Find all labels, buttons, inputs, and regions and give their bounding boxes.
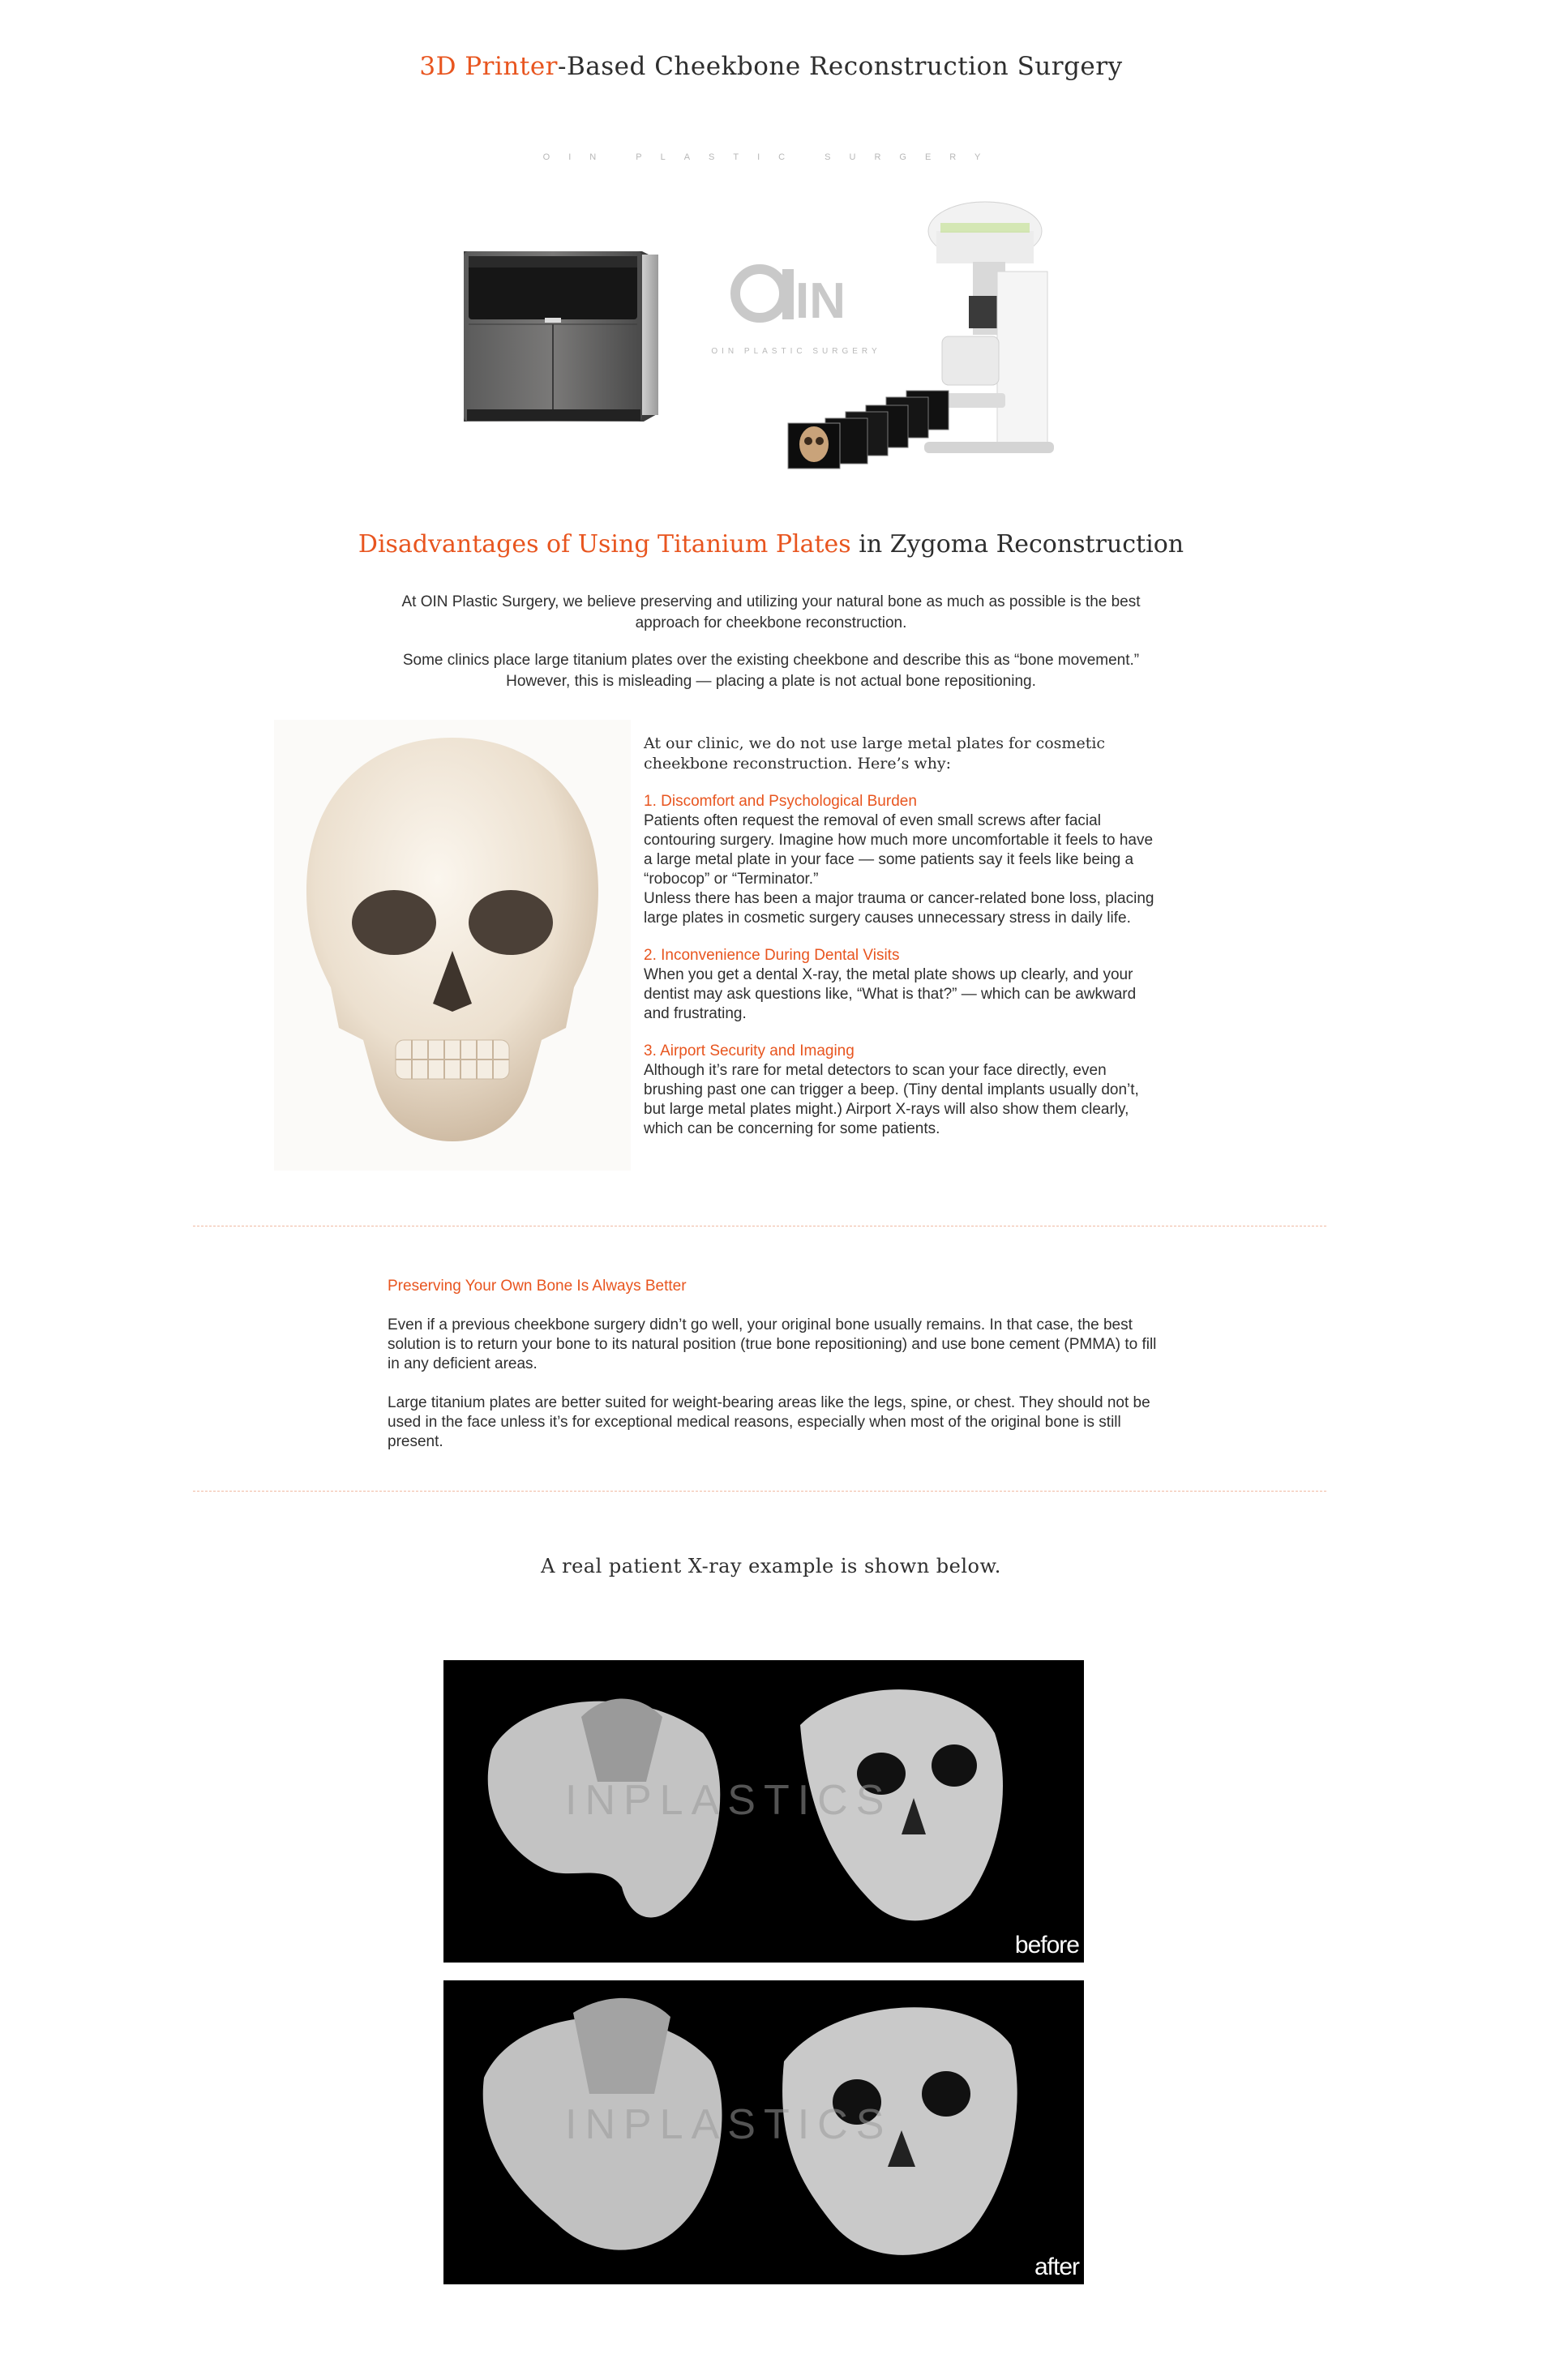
disadvantages-title-rest: in Zygoma Reconstruction	[850, 530, 1184, 559]
skull-illustration	[274, 720, 631, 1171]
scan-watermark: INPLASTICS	[565, 1777, 893, 1824]
preserve-heading: Preserving Your Own Bone Is Always Better	[388, 1278, 687, 1295]
3d-printer-image	[456, 243, 663, 430]
before-label: before	[1014, 1932, 1079, 1958]
reason-heading: 1. Discomfort and Psychological Burden	[644, 793, 917, 810]
page-title	[0, 52, 1542, 81]
after-label: after	[1034, 2254, 1079, 2280]
skull-image	[274, 720, 631, 1171]
before-scan-illustration	[443, 1660, 1084, 1963]
xray-caption: A real patient X-ray example is shown below.	[541, 1555, 1001, 1577]
disadvantages-title	[0, 530, 1542, 559]
disadvantages-title-accent: Disadvantages of Using Titanium Plates	[358, 530, 851, 559]
reason-body: Patients often request the removal of even small screws after facial contouring surgery. Imagine how much more uncomfortable it feels to have a large metal plate in your face — some patients say it feels like being a “robocop” or “Terminator.”	[644, 812, 1154, 888]
reasons-intro: At our clinic, we do not use large metal plates for cosmetic cheekbone reconstruction. Here’s why:	[644, 734, 1106, 773]
logo-text: IN	[795, 273, 846, 329]
intro-paragraph-2: Some clinics place large titanium plates over the existing cheekbone and describe this as “bone movement.” However, this is misleading — placing a plate is not actual bone repositioning.	[402, 652, 1140, 690]
reasons-list	[644, 734, 1163, 1139]
section-divider	[193, 1491, 1326, 1492]
intro-paragraph-1: At OIN Plastic Surgery, we believe preserving and utilizing your natural bone as much as possible is the best approach for cheekbone reconstruction.	[401, 593, 1141, 631]
title-accent: 3D Printer	[419, 52, 558, 81]
after-scan-image	[443, 1980, 1084, 2284]
before-scan-image	[443, 1660, 1084, 1963]
scan-watermark: INPLASTICS	[565, 2101, 893, 2148]
oin-logo	[726, 259, 888, 340]
reason-body: Although it’s rare for metal detectors to scan your face directly, even brushing past one can trigger a beep. (Tiny dental implants usually don’t, but large metal plates might.) Airport X-rays will also show them clearly, which can be concerning for some patients.	[644, 1062, 1139, 1137]
ct-slices-image	[785, 381, 963, 470]
reason-heading: 3. Airport Security and Imaging	[644, 1042, 855, 1059]
reason-heading: 2. Inconvenience During Dental Visits	[644, 947, 900, 964]
preserve-paragraph-2: Large titanium plates are better suited for weight-bearing areas like the legs, spine, or chest. They should not be used in the face unless it’s for exceptional medical reasons, especially when most of the original bone is still present.	[388, 1394, 1150, 1450]
reason-body: Unless there has been a major trauma or cancer-related bone loss, placing large plates in cosmetic surgery causes unnecessary stress in daily life.	[644, 890, 1154, 927]
logo-tagline: OIN PLASTIC SURGERY	[711, 347, 881, 356]
title-rest: -Based Cheekbone Reconstruction Surgery	[558, 52, 1123, 81]
reason-body: When you get a dental X-ray, the metal plate shows up clearly, and your dentist may ask questions like, “What is that?” — which can be awkward and frustrating.	[644, 966, 1137, 1022]
preserve-bone-section	[388, 1277, 1158, 1471]
brand-tagline: OIN PLASTIC SURGERY	[542, 152, 1000, 162]
preserve-paragraph-1: Even if a previous cheekbone surgery didn’t go well, your original bone usually remains. In that case, the best solution is to return your bone to its natural position (true bone repositioning) and use bone cement (PMMA) to fill in any deficient areas.	[388, 1316, 1157, 1372]
after-scan-illustration	[443, 1980, 1084, 2284]
